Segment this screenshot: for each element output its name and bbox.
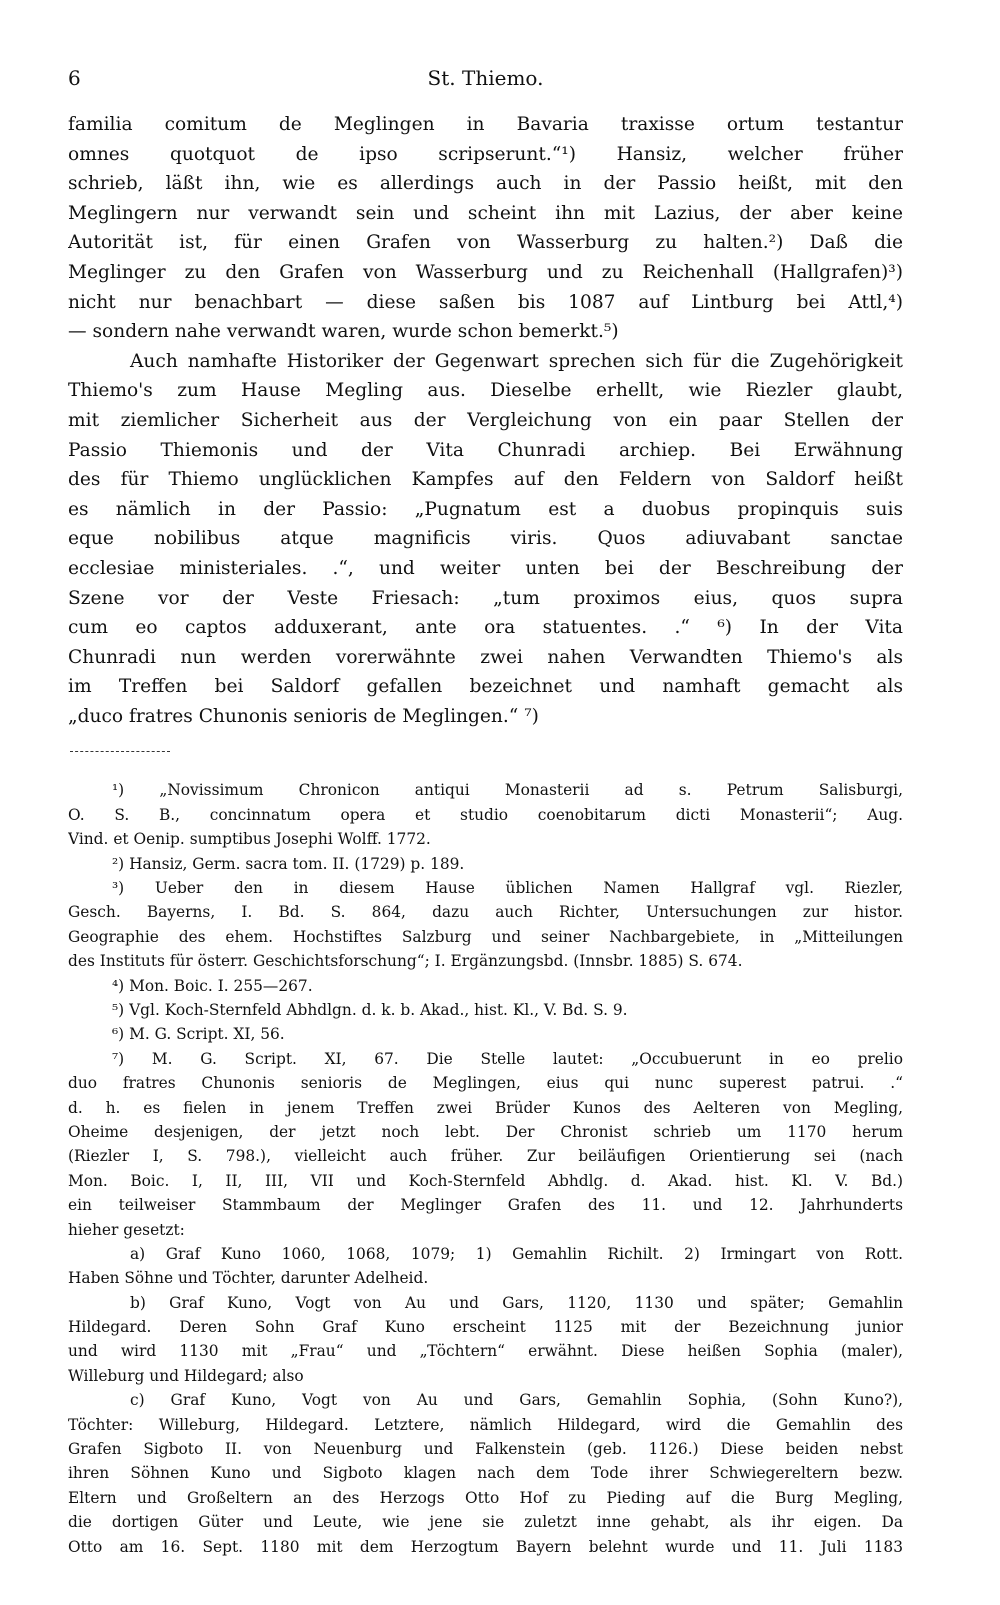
text-line: Auch namhafte Historiker der Gegenwart sprechen sich für die Zugehörigkeit [130,350,903,372]
footnote-line: O. S. B., concinnatum opera et studio coenobitarum dicti Monasterii“; Aug. [68,805,903,824]
footnote-line: Geographie des ehem. Hochstiftes Salzburg und seiner Nachbargebiete, in „Mitteilungen [68,927,903,946]
footnote-line: Gesch. Bayerns, I. Bd. S. 864, dazu auch Richter, Untersuchungen zur histor. [68,903,903,922]
running-title: St. Thiemo. [427,66,544,90]
footnote-line: ihren Söhnen Kuno und Sigboto klagen nach dem Tode ihrer Schwiegereltern bezw. [68,1464,903,1483]
text-line: familia comitum de Meglingen in Bavaria traxisse ortum testantur [68,114,903,135]
text-line: — sondern nahe verwandt waren, wurde schon bemerkt.⁵) [68,321,619,343]
text-line: Szene vor der Veste Friesach: „tum proximos eius, quos supra [68,587,903,609]
text-line: schrieb, läßt ihn, wie es allerdings auch in der Passio heißt, mit den [68,173,903,195]
footnote-line: und wird 1130 mit „Frau“ und „Töchtern“ erwähnt. Diese heißen Sophia (maler), [68,1342,903,1361]
footnote-line: a) Graf Kuno 1060, 1068, 1079; 1) Gemahlin Richilt. 2) Irmingart von Rott. [130,1244,903,1263]
footnote-line: Grafen Sigboto II. von Neuenburg und Falkenstein (geb. 1126.) Diese beiden nebst [68,1440,903,1459]
footnote-line: ⁷) M. G. Script. XI, 67. Die Stelle lautet: „Occubuerunt in eo prelio [112,1049,903,1068]
text-line: cum eo captos adduxerant, ante ora statuentes. .“ ⁶) In der Vita [68,617,903,639]
book-page [68,66,903,1559]
footnote-line: Oheime desjenigen, der jetzt noch lebt. Der Chronist schrieb um 1170 herum [68,1122,903,1141]
footnote-line: (Riezler I, S. 798.), vielleicht auch früher. Zur beiläufigen Orientierung sei (nach [68,1147,903,1166]
footnote-line: Haben Söhne und Töchter, darunter Adelheid. [68,1269,429,1288]
text-line: Thiemo's zum Hause Megling aus. Dieselbe erhellt, wie Riezler glaubt, [68,380,903,402]
text-line: ecclesiae ministeriales. .“, und weiter unten bei der Beschreibung der [68,557,903,579]
text-line: Autorität ist, für einen Grafen von Wasserburg zu halten.²) Daß die [68,232,903,254]
text-line: eque nobilibus atque magnificis viris. Quos adiuvabant sanctae [68,528,903,550]
footnote-line: hieher gesetzt: [68,1220,185,1239]
footnote-separator [70,751,170,770]
footnotes [68,778,903,1559]
text-line: omnes quotquot de ipso scripserunt.“¹) Hansiz, welcher früher [68,143,903,165]
footnote-line: Töchter: Willeburg, Hildegard. Letztere, nämlich Hildegard, wird die Gemahlin des [68,1415,903,1434]
footnote-line: Otto am 16. Sept. 1180 mit dem Herzogtum Bayern belehnt wurde und 11. Juli 1183 [68,1537,903,1556]
footnote-line: c) Graf Kuno, Vogt von Au und Gars, Gemahlin Sophia, (Sohn Kuno?), [130,1391,903,1410]
footnote-line: duo fratres Chunonis senioris de Meglingen, eius qui nunc superest patrui. .“ [68,1074,903,1093]
text-line: es nämlich in der Passio: „Pugnatum est a duobus propinquis suis [68,498,903,520]
footnote-line: ⁶) M. G. Script. XI, 56. [112,1025,285,1044]
footnote-line: die dortigen Güter und Leute, wie jene sie zuletzt inne gehabt, als ihr eigen. Da [68,1513,903,1532]
footnote-line: Eltern und Großeltern an des Herzogs Otto Hof zu Pieding auf die Burg Megling, [68,1488,903,1507]
text-line: Meglingern nur verwandt sein und scheint ihn mit Lazius, der aber keine [68,202,903,224]
footnote-line: ⁵) Vgl. Koch-Sternfeld Abhdlgn. d. k. b. Akad., hist. Kl., V. Bd. S. 9. [112,1000,628,1019]
footnote-line: ⁴) Mon. Boic. I. 255—267. [112,976,313,995]
footnote-line: Vind. et Oenip. sumptibus Josephi Wolff. 1772. [68,830,431,849]
footnote-line: ¹) „Novissimum Chronicon antiqui Monasterii ad s. Petrum Salisburgi, [112,781,903,800]
footnote-line: Willeburg und Hildegard; also [68,1366,304,1385]
footnote-line: des Instituts für österr. Geschichtsforschung“; I. Ergänzungsbd. (Innsbr. 1885) S. 674. [68,952,743,971]
main-text [68,110,903,731]
text-line: mit ziemlicher Sicherheit aus der Vergleichung von ein paar Stellen der [68,409,903,431]
footnote-line: Mon. Boic. I, II, III, VII und Koch-Sternfeld Abhdlg. d. Akad. hist. Kl. V. Bd.) [68,1171,903,1190]
footnote-line: d. h. es fielen in jenem Treffen zwei Brüder Kunos des Aelteren von Megling, [68,1098,903,1117]
page-header [68,66,903,100]
page-number: 6 [68,66,81,90]
text-line: Passio Thiemonis und der Vita Chunradi archiep. Bei Erwähnung [68,439,903,461]
footnote-line: ein teilweiser Stammbaum der Meglinger Grafen des 11. und 12. Jahrhunderts [68,1196,903,1215]
text-line: nicht nur benachbart — diese saßen bis 1087 auf Lintburg bei Attl,⁴) [68,291,903,313]
footnote-line: ³) Ueber den in diesem Hause üblichen Namen Hallgraf vgl. Riezler, [112,879,903,898]
footnote-line: ²) Hansiz, Germ. sacra tom. II. (1729) p. 189. [112,854,465,873]
text-line: Chunradi nun werden vorerwähnte zwei nahen Verwandten Thiemo's als [68,646,903,668]
text-line: im Treffen bei Saldorf gefallen bezeichnet und namhaft gemacht als [68,676,903,698]
footnote-line: Hildegard. Deren Sohn Graf Kuno erscheint 1125 mit der Bezeichnung junior [68,1318,903,1337]
footnote-line: b) Graf Kuno, Vogt von Au und Gars, 1120, 1130 und später; Gemahlin [130,1293,903,1312]
text-line: Meglinger zu den Grafen von Wasserburg und zu Reichenhall (Hallgrafen)³) [68,261,903,283]
text-line: „duco fratres Chunonis senioris de Meglingen.“ ⁷) [68,705,539,727]
text-line: des für Thiemo unglücklichen Kampfes auf den Feldern von Saldorf heißt [68,469,903,491]
